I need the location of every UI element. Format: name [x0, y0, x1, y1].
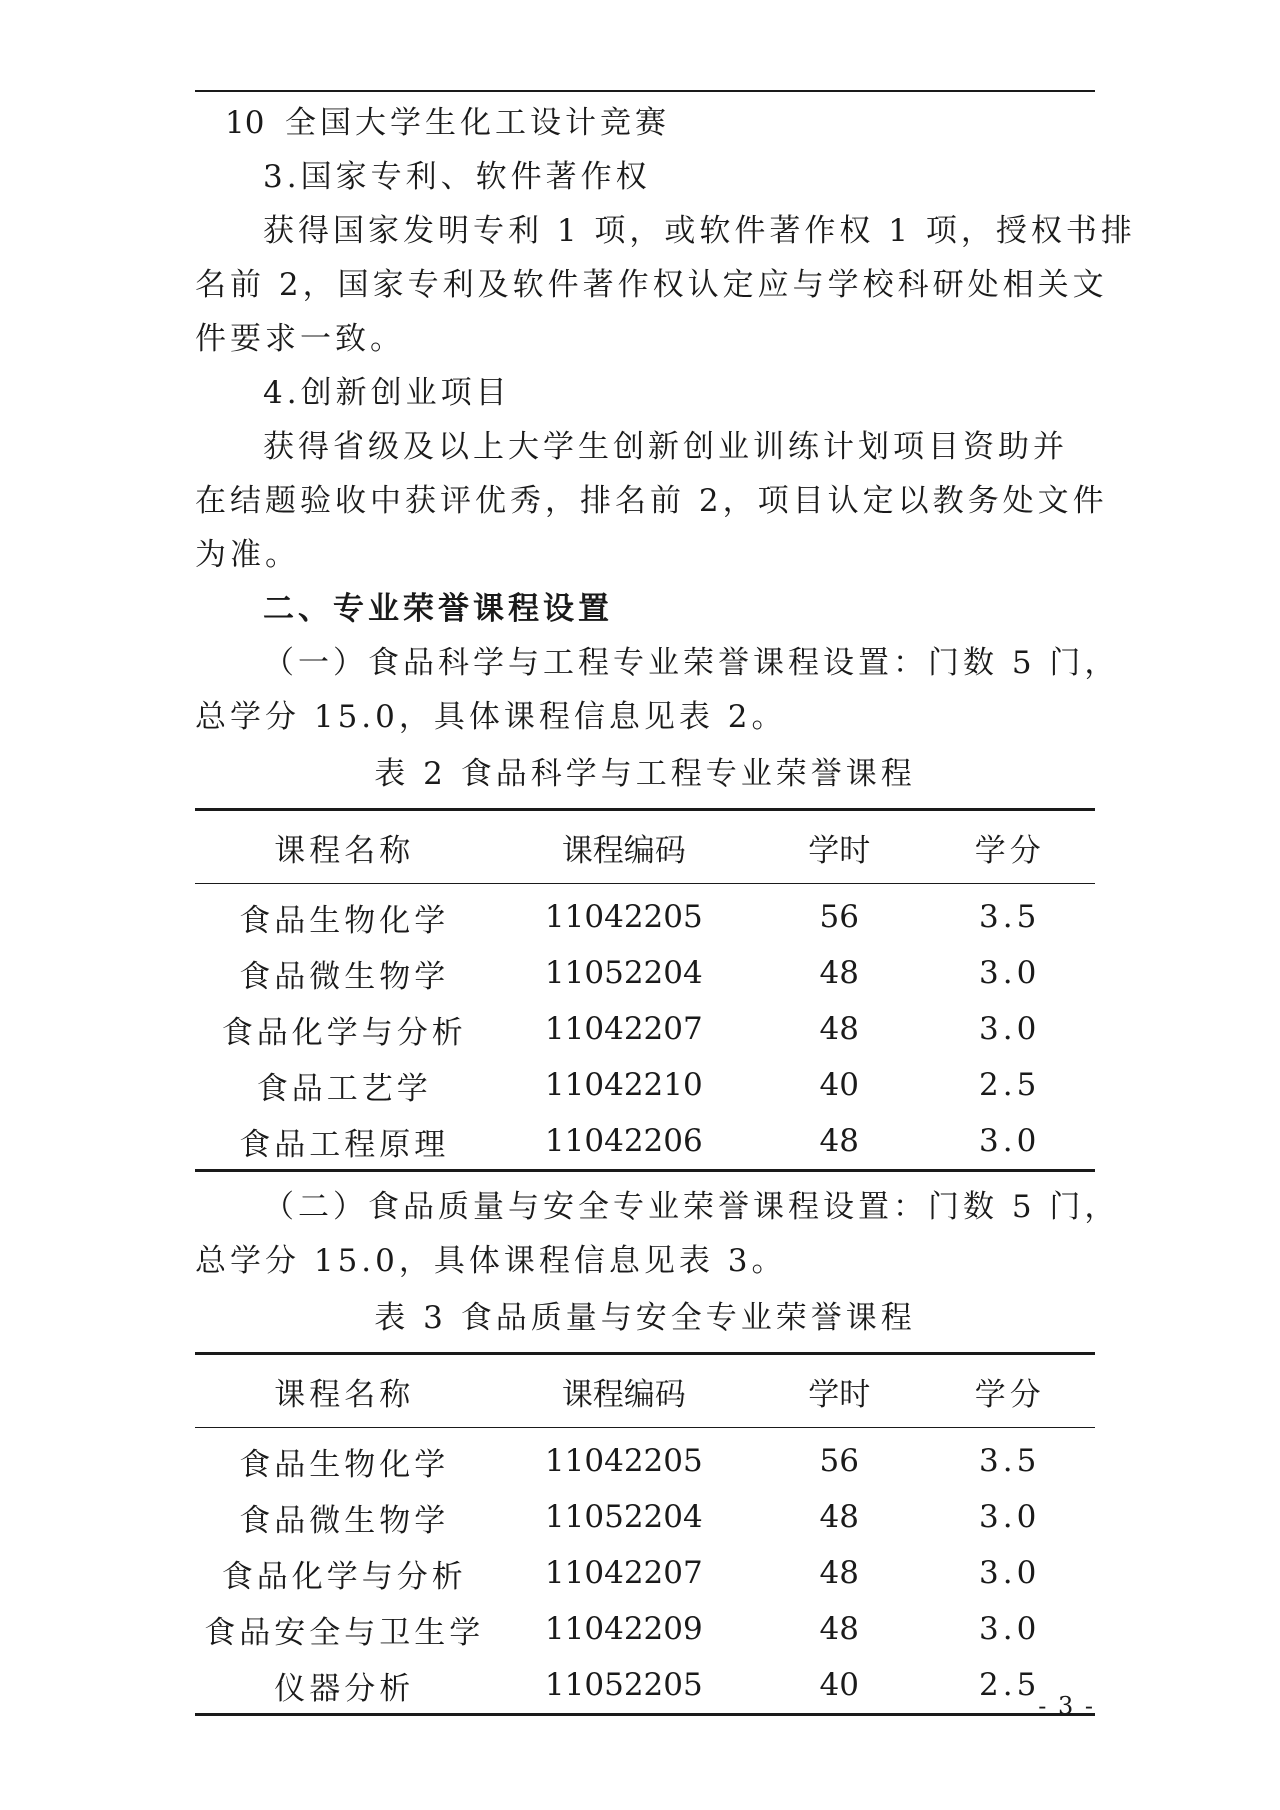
cell-hours: 40 — [819, 1067, 859, 1103]
cell-course-name: 食品微生物学 — [239, 1502, 450, 1539]
cell-course-name: 食品微生物学 — [239, 958, 450, 995]
cell-course-code: 11042206 — [494, 1113, 755, 1171]
cell-hours: 40 — [754, 1657, 924, 1715]
cell-credits: 3.0 — [979, 1555, 1041, 1591]
cell-credits: 3.0 — [924, 1113, 1095, 1171]
table-row — [195, 1428, 1095, 1490]
paragraph-line: 为准。 — [195, 537, 300, 573]
column-header-code: 课程编码 — [494, 810, 755, 884]
paragraph-line: 名前 2，国家专利及软件著作权认定应与学校科研处相关文 — [195, 267, 1108, 303]
column-header-hours: 学时 — [754, 810, 924, 884]
table-row — [195, 1545, 1095, 1601]
section-heading: 3.国家专利、软件著作权 — [263, 159, 651, 195]
cell-course-name: 食品安全与卫生学 — [204, 1614, 485, 1651]
section-heading: 4.创新创业项目 — [263, 375, 511, 411]
paragraph-line: 获得省级及以上大学生创新创业训练计划项目资助并 — [263, 429, 1068, 465]
cell-hours: 48 — [819, 955, 859, 991]
table-row — [195, 884, 1095, 946]
paragraph-line: （一）食品科学与工程专业荣誉课程设置：门数 5 门， — [263, 645, 1120, 681]
cell-course-code: 11042207 — [544, 1011, 703, 1047]
table-row — [195, 1057, 1095, 1113]
cell-course-code: 11042205 — [544, 1443, 703, 1479]
table-header-row — [195, 1354, 1095, 1428]
table-row — [195, 1601, 1095, 1657]
cell-course-code: 11042207 — [544, 1555, 703, 1591]
paragraph-line: 在结题验收中获评优秀，排名前 2，项目认定以教务处文件 — [195, 483, 1108, 519]
paragraph-line: （二）食品质量与安全专业荣誉课程设置：门数 5 门， — [263, 1189, 1120, 1225]
table-caption: 表 3 食品质量与安全专业荣誉课程 — [374, 1300, 916, 1336]
part-heading: 二、专业荣誉课程设置 — [263, 591, 613, 627]
paragraph-line: 总学分 15.0，具体课程信息见表 3。 — [195, 1243, 787, 1279]
column-header-name: 课程名称 — [195, 1354, 494, 1428]
top-rule — [195, 90, 1095, 92]
cell-course-code: 11042209 — [544, 1611, 703, 1647]
table-row — [195, 1113, 1095, 1171]
cell-credits: 3.0 — [979, 955, 1041, 991]
table-row — [195, 1001, 1095, 1057]
table-row — [195, 945, 1095, 1001]
cell-course-code: 11052205 — [494, 1657, 755, 1715]
cell-course-name: 食品生物化学 — [239, 902, 450, 939]
cell-course-name: 食品化学与分析 — [221, 1558, 467, 1595]
cell-course-code: 11042210 — [544, 1067, 703, 1103]
cell-credits: 2.5 — [924, 1657, 1095, 1715]
cell-hours: 48 — [819, 1555, 859, 1591]
page-number: - 3 - — [1038, 1692, 1095, 1720]
cell-course-name: 仪器分析 — [195, 1657, 494, 1715]
table-row — [195, 1657, 1095, 1715]
cell-credits: 3.0 — [979, 1611, 1041, 1647]
cell-course-name: 食品化学与分析 — [221, 1014, 467, 1051]
column-header-code: 课程编码 — [494, 1354, 755, 1428]
cell-hours: 56 — [819, 899, 859, 935]
cell-hours: 56 — [819, 1443, 859, 1479]
page-content — [195, 90, 1136, 1716]
course-table-2 — [195, 808, 1095, 1172]
cell-hours: 48 — [819, 1011, 859, 1047]
table-header-row — [195, 810, 1095, 884]
cell-course-name: 食品工艺学 — [256, 1070, 432, 1107]
cell-credits: 2.5 — [979, 1067, 1041, 1103]
cell-course-code: 11052204 — [544, 955, 703, 991]
cell-credits: 3.0 — [979, 1499, 1041, 1535]
table-row — [195, 1489, 1095, 1545]
column-header-credits: 学分 — [924, 810, 1095, 884]
list-item — [195, 96, 1095, 150]
cell-course-name: 食品生物化学 — [239, 1446, 450, 1483]
table-caption: 表 2 食品科学与工程专业荣誉课程 — [374, 756, 916, 792]
cell-hours: 48 — [754, 1113, 924, 1171]
cell-course-code: 11052204 — [544, 1499, 703, 1535]
column-header-hours: 学时 — [754, 1354, 924, 1428]
cell-credits: 3.5 — [979, 1443, 1041, 1479]
cell-credits: 3.5 — [979, 899, 1041, 935]
cell-course-name: 食品工程原理 — [195, 1113, 494, 1171]
paragraph-line: 总学分 15.0，具体课程信息见表 2。 — [195, 699, 787, 735]
paragraph-line: 获得国家发明专利 1 项，或软件著作权 1 项，授权书排 — [263, 213, 1136, 249]
cell-hours: 48 — [819, 1611, 859, 1647]
column-header-name: 课程名称 — [195, 810, 494, 884]
item-title: 全国大学生化工设计竞赛 — [285, 105, 670, 141]
cell-credits: 3.0 — [979, 1011, 1041, 1047]
paragraph-line: 件要求一致。 — [195, 321, 405, 357]
course-table-3 — [195, 1352, 1095, 1716]
column-header-credits: 学分 — [924, 1354, 1095, 1428]
cell-course-code: 11042205 — [544, 899, 703, 935]
item-number: 10 — [225, 105, 265, 141]
cell-hours: 48 — [819, 1499, 859, 1535]
